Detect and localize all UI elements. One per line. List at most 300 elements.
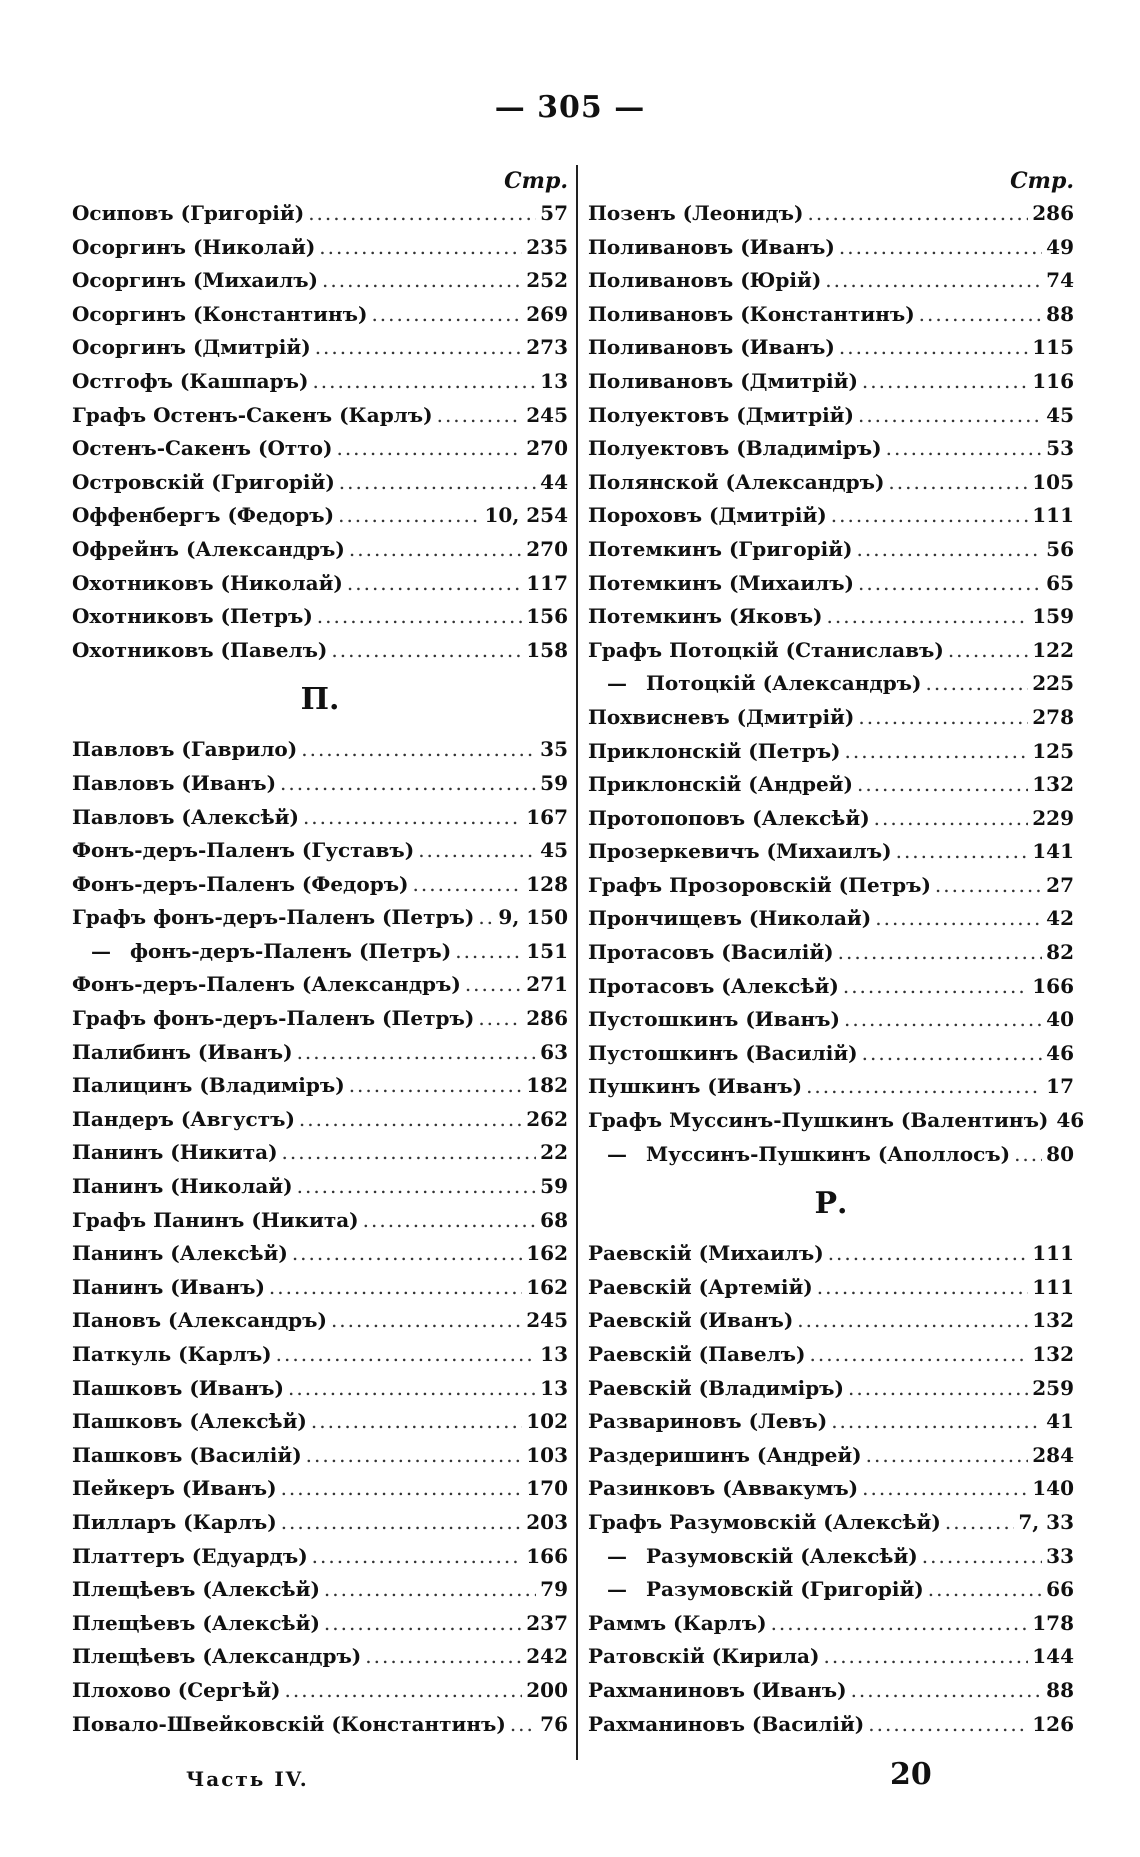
index-entry [588, 735, 1074, 769]
entry-name [72, 499, 334, 533]
entry-name-text: Панинъ (Никита) [72, 1140, 278, 1165]
dot-leader [839, 331, 1028, 365]
entry-name [588, 197, 803, 231]
entry-page-number: 59 [540, 1174, 568, 1199]
entry-page-number: 132 [1032, 1308, 1074, 1333]
dot-leader [862, 1472, 1028, 1506]
entry-page-number: 102 [526, 1409, 568, 1434]
index-entry [588, 1271, 1074, 1305]
entry-name-text: Графъ Разумовскій (Алексѣй) [588, 1509, 941, 1534]
entry-name [588, 1138, 1010, 1172]
entry-name [72, 1506, 277, 1540]
entry-name-text: Фонъ-деръ-Паленъ (Густавъ) [72, 838, 415, 863]
entry-name-text: Поливановъ (Юрій) [588, 268, 822, 293]
ditto-dash: — [607, 1141, 627, 1166]
entry-page-number: 242 [526, 1644, 568, 1669]
entry-name-text: фонъ-деръ-Паленъ (Петръ) [130, 938, 452, 963]
entry-name [72, 1708, 506, 1742]
entry-name-text: Протасовъ (Алексѣй) [588, 973, 839, 998]
entry-name-text: Полуектовъ (Владиміръ) [588, 436, 882, 461]
entry-page-number: 144 [1032, 1644, 1074, 1669]
index-entry [72, 1271, 568, 1305]
entry-name [588, 936, 834, 970]
dot-leader [418, 834, 536, 868]
dot-leader [349, 1069, 523, 1103]
entry-name [72, 968, 461, 1002]
index-entry [588, 970, 1074, 1004]
entry-page-number: 13 [540, 1375, 568, 1400]
index-entry [72, 1472, 568, 1506]
left-column-header: Стр. [504, 168, 568, 194]
entry-name [588, 365, 858, 399]
entry-page-number: 49 [1046, 234, 1074, 259]
entry-page-number: 132 [1032, 772, 1074, 797]
entry-name-text: Осоргинъ (Михаилъ) [72, 268, 319, 293]
section-heading-r: Р. [814, 1186, 848, 1222]
entry-page-number: 273 [526, 335, 568, 360]
entry-name-text: Муссинъ-Пушкинъ (Аполлосъ) [646, 1141, 1011, 1166]
entry-name-text: Рахманиновъ (Иванъ) [588, 1677, 847, 1702]
entry-name [588, 1607, 767, 1641]
dot-leader [478, 1002, 522, 1036]
entry-name-text: Оффенбергъ (Федоръ) [72, 503, 335, 528]
entry-name [72, 1540, 308, 1574]
left-column [72, 165, 568, 1741]
entry-name-text: Пандеръ (Августъ) [72, 1106, 295, 1131]
index-entry [72, 1405, 568, 1439]
entry-page-number: 74 [1046, 268, 1074, 293]
entry-page-number: 13 [540, 368, 568, 393]
entry-name [588, 600, 823, 634]
index-entry [588, 1003, 1074, 1037]
index-entry [72, 733, 568, 767]
entry-page-number: 262 [526, 1106, 568, 1131]
entry-name-text: Разумовскій (Григорій) [646, 1577, 924, 1602]
entry-name [72, 567, 343, 601]
dot-leader [297, 1036, 537, 1070]
entry-name-text: Пустошкинъ (Иванъ) [588, 1007, 840, 1032]
entry-page-number: 82 [1046, 940, 1074, 965]
entry-page-number: 132 [1032, 1342, 1074, 1366]
entry-page-number: 76 [540, 1711, 568, 1736]
dot-leader [806, 1070, 1042, 1104]
entry-page-number: 65 [1046, 570, 1074, 595]
dot-leader [269, 1271, 522, 1305]
dot-leader [875, 902, 1042, 936]
dot-leader [825, 264, 1042, 298]
entry-name-text: Графъ Остенъ-Сакенъ (Карлъ) [72, 402, 433, 427]
entry-name [72, 634, 327, 668]
index-entry [588, 1037, 1074, 1071]
entry-name-text: Плещѣевъ (Алексѣй) [72, 1577, 320, 1602]
entry-name-text: Осоргинъ (Николай) [72, 234, 316, 259]
index-entry [72, 1674, 568, 1708]
entry-name [588, 802, 870, 836]
dot-leader [299, 1103, 522, 1137]
index-entry [72, 1607, 568, 1641]
entry-name-text: Поливановъ (Иванъ) [588, 335, 835, 360]
entry-name-text: Островскій (Григорій) [72, 469, 335, 494]
index-entry [588, 701, 1074, 735]
index-entry [588, 869, 1074, 903]
entry-name-text: Пороховъ (Дмитрій) [588, 503, 827, 528]
entry-name-text: Панинъ (Иванъ) [72, 1274, 265, 1299]
entry-name [72, 1304, 327, 1338]
index-entry [72, 1204, 568, 1238]
dot-leader [919, 298, 1042, 332]
entry-name-text: Ратовскій (Кирила) [588, 1644, 820, 1669]
dot-leader [365, 1640, 522, 1674]
dot-leader [817, 1271, 1028, 1305]
dot-leader [322, 264, 522, 298]
index-entry [588, 365, 1074, 399]
entry-name [588, 1708, 864, 1742]
index-entry [72, 466, 568, 500]
dot-leader [857, 533, 1043, 567]
entry-name-text: Графъ Прозоровскій (Петръ) [588, 872, 931, 897]
index-entry [588, 1640, 1074, 1674]
index-entry [72, 834, 568, 868]
entry-page-number: 79 [540, 1577, 568, 1602]
entry-name [72, 1237, 288, 1271]
entry-name [588, 1640, 819, 1674]
index-entry [588, 432, 1074, 466]
index-entry [72, 1372, 568, 1406]
dot-leader [862, 1037, 1043, 1071]
dot-leader [331, 1304, 522, 1338]
entry-name [72, 935, 451, 969]
entry-name [588, 667, 922, 701]
index-entry [588, 1372, 1074, 1406]
entry-name-text: Охотниковъ (Петръ) [72, 604, 313, 629]
index-entry [72, 968, 568, 1002]
entry-name [72, 767, 276, 801]
ditto-dash: — [91, 938, 111, 963]
entry-name [72, 1405, 307, 1439]
entry-page-number: 63 [540, 1039, 568, 1064]
index-entry [72, 1573, 568, 1607]
index-entry [72, 1002, 568, 1036]
entry-name-text: Разумовскій (Алексѣй) [646, 1543, 918, 1568]
index-entry [588, 298, 1074, 332]
entry-page-number: 22 [540, 1140, 568, 1165]
entry-name [72, 733, 297, 767]
entry-name-text: Поливановъ (Дмитрій) [588, 368, 858, 393]
entry-name-text: Развариновъ (Левъ) [588, 1409, 828, 1434]
index-entry [588, 1472, 1074, 1506]
entry-name-text: Графъ Потоцкій (Станиславъ) [588, 637, 944, 662]
dot-leader [845, 735, 1029, 769]
entry-name-text: Графъ фонъ-деръ-Паленъ (Петръ) [72, 905, 475, 930]
index-entry [588, 1607, 1074, 1641]
entry-name [588, 231, 835, 265]
dot-leader [465, 968, 522, 1002]
right-column [588, 165, 1085, 1741]
entry-name [72, 1204, 359, 1238]
index-entry [588, 1573, 1074, 1607]
entry-name [72, 600, 313, 634]
entry-name-text: Протопоповъ (Алексѣй) [588, 805, 870, 830]
entry-page-number: 269 [526, 301, 568, 326]
dot-leader [437, 399, 523, 433]
entry-name [588, 1003, 840, 1037]
index-entry [588, 1304, 1074, 1338]
index-entry [588, 197, 1074, 231]
entry-name [588, 1271, 813, 1305]
index-entry [588, 399, 1074, 433]
entry-name-text: Плещѣевъ (Алексѣй) [72, 1610, 320, 1635]
index-entry [72, 331, 568, 365]
index-entry [588, 466, 1074, 500]
entry-name-text: Охотниковъ (Павелъ) [72, 637, 328, 662]
entry-name [72, 1674, 281, 1708]
entry-page-number: 278 [1032, 704, 1074, 729]
dot-leader [831, 1405, 1042, 1439]
index-entry [72, 1708, 568, 1742]
entry-page-number: 68 [540, 1207, 568, 1232]
entry-page-number: 167 [526, 804, 568, 829]
entry-name-text: Осиповъ (Григорій) [72, 201, 305, 225]
entry-name-text: Раммъ (Карлъ) [588, 1610, 767, 1635]
index-entry [72, 298, 568, 332]
dot-leader [306, 1439, 523, 1473]
entry-page-number: 178 [1032, 1610, 1074, 1635]
dot-leader [317, 600, 522, 634]
entry-page-number: 286 [1032, 201, 1074, 225]
entry-name-text: Пустошкинъ (Василій) [588, 1040, 858, 1065]
entry-name [588, 634, 944, 668]
entry-name-text: Платтеръ (Едуардъ) [72, 1543, 308, 1568]
entry-name [588, 768, 853, 802]
entry-page-number: 57 [540, 201, 568, 225]
entry-name [72, 197, 304, 231]
dot-leader [338, 499, 480, 533]
dot-leader [363, 1204, 537, 1238]
entry-name [588, 466, 884, 500]
index-entry [72, 1069, 568, 1103]
ditto-dash: — [607, 1543, 627, 1568]
dot-leader [282, 1136, 537, 1170]
dot-leader [862, 365, 1028, 399]
entry-name [588, 1674, 847, 1708]
entry-name-text: Раздеришинъ (Андрей) [588, 1442, 862, 1467]
right-entries-r [588, 1237, 1074, 1741]
index-entry [588, 499, 1074, 533]
dot-leader [839, 231, 1042, 265]
index-entry [588, 1405, 1074, 1439]
entry-name [588, 1540, 918, 1574]
dot-leader [828, 1237, 1029, 1271]
entry-name-text: Охотниковъ (Николай) [72, 570, 343, 595]
entry-name-text: Остгофъ (Кашпаръ) [72, 368, 309, 393]
footer-signature-mark: 20 [890, 1757, 932, 1792]
entry-name [72, 1103, 295, 1137]
entry-name [72, 1573, 320, 1607]
dot-leader [888, 466, 1028, 500]
entry-name-text: Поливановъ (Иванъ) [588, 234, 835, 259]
entry-name [588, 1372, 844, 1406]
dot-leader [831, 499, 1029, 533]
entry-page-number: 116 [1032, 368, 1074, 393]
dot-leader [478, 901, 494, 935]
dot-leader [838, 936, 1043, 970]
index-entry [588, 835, 1074, 869]
entry-name-text: Павловъ (Иванъ) [72, 770, 277, 795]
dot-leader [868, 1708, 1028, 1742]
entry-page-number: 27 [1046, 872, 1074, 897]
entry-name [72, 901, 474, 935]
entry-name [72, 231, 315, 265]
index-entry [72, 1304, 568, 1338]
dot-leader [928, 1573, 1042, 1607]
entry-name [588, 432, 882, 466]
index-entry [588, 567, 1074, 601]
entry-page-number: 45 [540, 838, 568, 863]
dot-leader [413, 868, 523, 902]
index-entry [72, 432, 568, 466]
entry-name-text: Раевскій (Павелъ) [588, 1342, 806, 1366]
entry-name [72, 1002, 474, 1036]
entry-page-number: 88 [1046, 1677, 1074, 1702]
entry-name [72, 1170, 293, 1204]
entry-page-number: 166 [1032, 973, 1074, 998]
entry-name-text: Повало-Швейковскій (Константинъ) [72, 1711, 506, 1736]
dot-leader [945, 1506, 1014, 1540]
dot-leader [874, 802, 1029, 836]
index-entry [588, 1506, 1074, 1540]
entry-name-text: Графъ Муссинъ-Пушкинъ (Валентинъ) [588, 1108, 1049, 1133]
index-entry [72, 1237, 568, 1271]
dot-leader [858, 399, 1042, 433]
entry-name [72, 1338, 272, 1372]
entry-page-number: 259 [1032, 1375, 1074, 1400]
dot-leader [331, 634, 522, 668]
dot-leader [848, 1372, 1028, 1406]
entry-name-text: Пашковъ (Иванъ) [72, 1375, 284, 1400]
entry-name [588, 567, 854, 601]
entry-page-number: 128 [526, 871, 568, 896]
index-entry [72, 197, 568, 231]
index-entry [72, 264, 568, 298]
index-entry [588, 600, 1074, 634]
column-divider [576, 165, 578, 1760]
entry-page-number: 203 [526, 1509, 568, 1534]
entry-name-text: Офрейнъ (Александръ) [72, 536, 345, 561]
entry-page-number: 33 [1046, 1543, 1074, 1568]
page-number: — 305 — [494, 90, 646, 125]
entry-name [588, 1104, 1048, 1138]
entry-name [72, 1136, 278, 1170]
dot-leader [797, 1304, 1028, 1338]
entry-page-number: 140 [1032, 1476, 1074, 1501]
entry-name [72, 365, 308, 399]
dot-leader [312, 365, 536, 399]
entry-name-text: Пановъ (Александръ) [72, 1308, 327, 1333]
index-entry [588, 1708, 1074, 1742]
entry-name-text: Раевскій (Михаилъ) [588, 1241, 824, 1266]
index-entry [72, 1439, 568, 1473]
entry-name-text: Потемкинъ (Михаилъ) [588, 570, 854, 595]
index-entry [588, 1070, 1074, 1104]
index-entry [72, 1540, 568, 1574]
dot-leader [857, 768, 1028, 802]
entry-page-number: 103 [526, 1442, 568, 1467]
index-entry [588, 1338, 1074, 1372]
entry-name-text: Прончищевъ (Николай) [588, 906, 872, 931]
entry-name-text: Позенъ (Леонидъ) [588, 201, 804, 225]
entry-page-number: 56 [1046, 536, 1074, 561]
entry-name [588, 499, 827, 533]
index-entry [72, 600, 568, 634]
entry-name-text: Потемкинъ (Григорій) [588, 536, 853, 561]
entry-name [72, 298, 367, 332]
dot-leader [922, 1540, 1042, 1574]
entry-page-number: 156 [526, 604, 568, 629]
entry-page-number: 170 [526, 1476, 568, 1501]
dot-leader [455, 935, 522, 969]
entry-name-text: Фонъ-деръ-Паленъ (Федоръ) [72, 871, 409, 896]
dot-leader [771, 1607, 1029, 1641]
entry-page-number: 35 [540, 737, 568, 762]
entry-name-text: Раевскій (Иванъ) [588, 1308, 794, 1333]
entry-name [588, 1573, 924, 1607]
entry-page-number: 270 [526, 536, 568, 561]
entry-name [588, 1037, 858, 1071]
dot-leader [324, 1607, 522, 1641]
entry-page-number: 229 [1032, 805, 1074, 830]
index-entry [72, 399, 568, 433]
entry-page-number: 111 [1032, 1241, 1074, 1266]
index-entry [588, 1540, 1074, 1574]
entry-name [72, 1069, 345, 1103]
ditto-dash: — [607, 1577, 627, 1602]
entry-page-number: 235 [526, 234, 568, 259]
entry-page-number: 151 [526, 938, 568, 963]
entry-page-number: 271 [526, 972, 568, 997]
entry-page-number: 17 [1046, 1074, 1074, 1099]
entry-page-number: 59 [540, 770, 568, 795]
right-column-header: Стр. [1010, 168, 1074, 194]
dot-leader [292, 1237, 522, 1271]
entry-name [72, 868, 409, 902]
index-entry [72, 634, 568, 668]
index-entry [588, 264, 1074, 298]
entry-name-text: Рахманиновъ (Василій) [588, 1711, 865, 1736]
entry-name-text: Разинковъ (Аввакумъ) [588, 1476, 859, 1501]
entry-page-number: 80 [1046, 1141, 1074, 1166]
dot-leader [303, 801, 522, 835]
entry-name [588, 1070, 802, 1104]
entry-page-number: 7, 33 [1018, 1509, 1074, 1534]
dot-leader [1014, 1138, 1042, 1172]
dot-leader [312, 1540, 523, 1574]
entry-name [588, 970, 839, 1004]
entry-page-number: 88 [1046, 301, 1074, 326]
dot-leader [843, 970, 1028, 1004]
index-entry [588, 533, 1074, 567]
entry-name-text: Плещѣевъ (Александръ) [72, 1644, 362, 1669]
entry-name [588, 1304, 793, 1338]
entry-name-text: Приклонскій (Андрей) [588, 772, 853, 797]
entry-page-number: 117 [526, 570, 568, 595]
entry-name [72, 1640, 361, 1674]
index-entry [588, 936, 1074, 970]
entry-page-number: 237 [526, 1610, 568, 1635]
dot-leader [807, 197, 1028, 231]
dot-leader [315, 331, 523, 365]
entry-page-number: 66 [1046, 1577, 1074, 1602]
index-entry [588, 1674, 1074, 1708]
